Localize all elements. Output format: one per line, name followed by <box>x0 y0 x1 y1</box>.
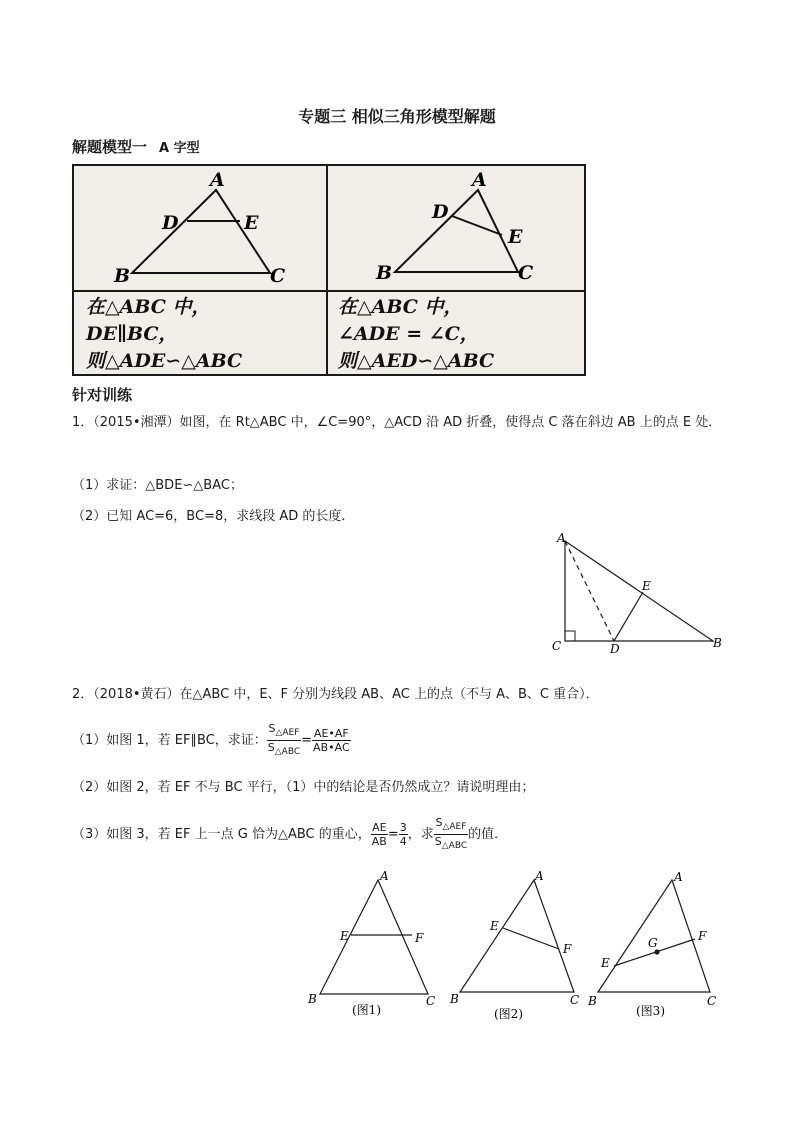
page-title: 专题三 相似三角形模型解题 <box>298 107 496 126</box>
model-figure-left <box>74 166 324 290</box>
fraction-num: AE <box>372 821 387 835</box>
label-a: A <box>557 531 566 545</box>
label-a: A <box>674 870 683 884</box>
fraction-den: AB <box>371 835 387 849</box>
figure-caption: (图3) <box>636 1004 665 1018</box>
fraction-den-sub: △ABC <box>274 747 301 758</box>
problem1-figure <box>540 528 740 658</box>
label-d: D <box>432 201 449 223</box>
fraction-num-sub: △AEF <box>275 728 300 739</box>
equals-sign: = <box>301 733 313 749</box>
label-e: E <box>642 579 651 593</box>
model-heading-label: 解题模型一 <box>72 138 148 156</box>
problem2-q3 <box>72 816 507 853</box>
model-type: A 字型 <box>159 141 200 156</box>
label-e: E <box>601 956 610 970</box>
figure-caption: (图2) <box>494 1007 523 1021</box>
label-c: C <box>570 993 580 1007</box>
problem2-q3-mid: ，求 <box>407 827 434 843</box>
label-b: B <box>588 994 597 1008</box>
label-g: G <box>648 936 658 950</box>
problem2-stem: 2．（2018•黄石）在△ABC 中，E、F 分别为线段 AB、AC 上的点（不与 A、B、C 重合）． <box>72 687 599 702</box>
label-d: D <box>610 642 620 656</box>
label-f: F <box>415 931 424 945</box>
label-c: C <box>518 262 534 284</box>
label-c: C <box>707 994 717 1008</box>
label-c: C <box>270 265 286 287</box>
equals-sign: = <box>387 827 399 843</box>
section-title: 针对训练 <box>72 386 133 404</box>
model-text-line: 则△ADE∽△ABC <box>86 350 243 372</box>
box-divider-horizontal <box>74 290 584 292</box>
model-text-line: DE∥BC， <box>86 323 178 345</box>
model-heading <box>72 136 200 157</box>
problem1-stem: 1．（2015•湘潭）如图，在 Rt△ABC 中，∠C=90°，△ACD 沿 AD 折叠，使得点 C 落在斜边 AB 上的点 E 处． <box>72 415 722 430</box>
problem2-q1 <box>72 722 351 759</box>
model-text-line: ∠ADE = ∠C， <box>338 323 479 345</box>
model-box <box>72 164 586 376</box>
problem2-q2: （2）如图 2，若 EF 不与 BC 平行，（1）中的结论是否仍然成立？请说明理由； <box>72 780 535 795</box>
label-c: C <box>426 994 436 1008</box>
fraction-den: 4 <box>399 835 407 849</box>
figure-caption: (图1) <box>352 1003 381 1017</box>
label-b: B <box>114 265 131 287</box>
model-figure-right <box>328 166 584 290</box>
label-b: B <box>450 992 459 1006</box>
model-text-line: 在△ABC 中， <box>338 296 463 318</box>
label-a: A <box>472 169 487 191</box>
problem2-figure-1 <box>300 866 450 1026</box>
label-e: E <box>508 226 523 248</box>
model-text-right <box>338 294 494 375</box>
fraction-ae-over-ab <box>371 821 388 848</box>
problem2-figure-2 <box>444 866 594 1026</box>
label-e: E <box>490 919 499 933</box>
label-d: D <box>162 212 179 234</box>
label-a: A <box>210 169 225 191</box>
centroid-point <box>654 949 659 954</box>
problem1-q2: （2）已知 AC=6，BC=8，求线段 AD 的长度． <box>72 509 355 524</box>
fraction-den-sub: △ABC <box>441 841 468 852</box>
label-b: B <box>308 992 317 1006</box>
fraction-s-aef-over-s-abc <box>434 816 468 853</box>
problem2-figure-3 <box>586 866 736 1026</box>
problem2-q1-prefix: （1）如图 1，若 EF∥BC，求证： <box>72 733 267 749</box>
fraction-num: S <box>435 816 443 829</box>
label-e: E <box>340 929 349 943</box>
problem1-q1: （1）求证：△BDE∽△BAC； <box>72 478 243 493</box>
fraction-num: 3 <box>399 821 407 835</box>
label-b: B <box>376 262 393 284</box>
fraction-num: S <box>268 722 276 735</box>
label-a: A <box>535 869 544 883</box>
label-e: E <box>244 212 259 234</box>
fraction-num-sub: △AEF <box>442 822 467 833</box>
problem2-q3-suffix: 的值． <box>468 827 508 843</box>
model-text-line: 则△AED∽△ABC <box>338 350 495 372</box>
fraction-den: S <box>267 741 275 755</box>
fraction-den: AB•AC <box>313 741 350 755</box>
label-b: B <box>713 636 722 650</box>
problem2-q3-prefix: （3）如图 3，若 EF 上一点 G 恰为△ABC 的重心， <box>72 827 371 843</box>
fraction-den: S <box>434 835 442 849</box>
label-f: F <box>563 942 572 956</box>
fraction-3-over-4 <box>399 821 408 848</box>
label-f: F <box>698 929 707 943</box>
label-a: A <box>380 869 389 883</box>
fraction-s-aef-over-s-abc <box>267 722 301 759</box>
label-c: C <box>552 639 562 653</box>
fraction-ae-af-over-ab-ac <box>312 727 351 754</box>
model-text-left <box>86 294 242 375</box>
fraction-num: AE•AF <box>313 727 349 741</box>
model-text-line: 在△ABC 中， <box>86 296 211 318</box>
